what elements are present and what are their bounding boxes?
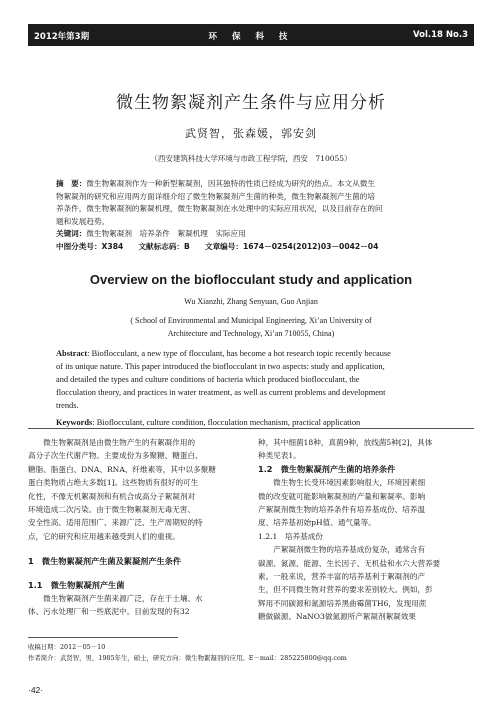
- abstract-line: 物絮凝剂的研究和应用两方面详细介绍了微生物絮凝剂产生菌的种类，微生物絮凝剂产生菌的培: [56, 191, 375, 201]
- body-line: 高分子次生代谢产物。主要成份为多聚糖、糖蛋白、: [28, 451, 203, 461]
- body-line: 种，其中细菌18种，真菌9种，放线菌5种[2]，具体: [258, 438, 433, 447]
- affiliation-line: Architecture and Technology, Xi’an 710055, China): [167, 329, 335, 338]
- english-authors: Wu Xianzhi, Zhang Senyuan, Guo Anjian: [184, 297, 318, 306]
- abstract-line: flocculation theory, and practices in water treatment, as well as current problems and development: [56, 388, 386, 397]
- received-date: 收稿日期：2012－05－10: [28, 643, 106, 651]
- classification-line: 中图分类号：X384 文献标志码：B 文章编号：1674－0254(2012)03－0042－04: [56, 241, 379, 251]
- body-line: 蛋白类物质占绝大多数[1]。这些物质有很好的可生: [28, 478, 199, 488]
- body-line: 微生物絮凝剂是由微生物产生的有絮凝作用的: [28, 438, 196, 447]
- english-abstract: [56, 347, 456, 429]
- abstract-line: 养条件，微生物絮凝剂的絮凝机理，微生物絮凝剂在水处理中的实际应用状况，以及目前存在的问: [56, 204, 383, 213]
- body-line: 安全性高、适用范围广、来源广泛、生产周期短的特: [28, 518, 203, 528]
- body-line: 生，但不同微生物对营养的要求差别较大。例如，彭: [258, 585, 433, 595]
- footnote: [28, 642, 478, 664]
- abstract-line: 微生物絮凝剂作为一种新型絮凝剂，因其独特的性质已经成为研究的热点。本文从微生: [86, 179, 375, 188]
- subsection-heading: 1.1 微生物絮凝剂产生菌: [28, 579, 125, 590]
- chinese-affiliation: （西安建筑科技大学环境与市政工程学院，西安 710055）: [150, 154, 352, 163]
- page-number: ·42·: [28, 685, 44, 695]
- chinese-title: 微生物絮凝剂产生条件与应用分析: [116, 93, 386, 113]
- body-line: 度、培养基初始pH值、通气量等。: [258, 518, 376, 528]
- body-line: 糖做碳源、NaNO3做氮源所产絮凝剂絮凝效果: [258, 612, 416, 622]
- body-line: 产絮凝剂微生物的培养条件有培养基成份、培养温: [258, 505, 426, 515]
- abstract-line: : Bioflocculant, a new type of flocculant, has become a hot research topic recently because: [87, 349, 391, 358]
- body-line: 微生物生长受环境因素影响很大，环境因素细: [258, 478, 426, 488]
- abstract-line: and detailed the types and culture conditions of bacteria which produced bioflocculant, the: [56, 375, 360, 384]
- keywords-text-en: : Bioflocculant, culture condition, flocculation mechanism, practical application: [92, 418, 361, 427]
- abstract-label-en: Abstract: [56, 349, 88, 358]
- body-line: 种类见表1。: [258, 451, 301, 461]
- body-line: 化性，不像无机絮凝剂和有机合成高分子絮凝剂对: [28, 491, 196, 501]
- section-heading: 1 微生物絮凝剂产生菌及絮凝剂产生条件: [28, 556, 182, 567]
- left-column: [28, 436, 246, 619]
- body-line: 碳源、氮源、能源、生长因子、无机盐和水六大营养要: [258, 558, 441, 568]
- body-line: 环境造成二次污染。由于微生物絮凝剂无毒无害、: [28, 505, 196, 515]
- abstract-line: trends.: [56, 401, 79, 410]
- chinese-authors: 武贤智，张森媛，郭安剑: [185, 127, 317, 140]
- abstract-line: of its unique nature. This paper introduced the bioflocculant in two aspects: study and application,: [56, 362, 385, 371]
- body-line: 素。一般来说，营养丰富的培养基利于絮凝剂的产: [258, 572, 426, 582]
- journal-header-bar: [28, 24, 474, 46]
- footnote-rule: [28, 637, 178, 638]
- subsection-heading: 1.2 微生物絮凝剂产生菌的培养条件: [258, 463, 396, 474]
- body-line: 微生物絮凝剂产生菌来源广泛，存在于土壤、水: [28, 594, 203, 604]
- body-line: 点，它的研究和应用越来越受到人们的重视。: [28, 531, 180, 541]
- chinese-abstract: [56, 178, 456, 253]
- english-title: Overview on the bioflocculant study and application: [89, 272, 413, 287]
- abstract-line: 题和发展趋势。: [56, 216, 110, 226]
- right-column: [258, 436, 476, 624]
- keywords-label-en: Keywords: [56, 418, 93, 427]
- body-line: 体、污水处理厂和一些底泥中。目前发现的有32: [28, 607, 190, 617]
- body-line: 产絮凝剂微生物的培养基成份复杂，通常含有: [258, 545, 426, 555]
- body-line: 辉用不同碳源和氮源培养黑曲霉菌TH6，发现用蔗: [258, 598, 427, 608]
- english-affiliation: [0, 314, 502, 340]
- affiliation-line: ( School of Environmental and Municipal Engineering, Xi’an University of: [130, 316, 372, 325]
- keywords-label: 关键词：: [56, 229, 87, 238]
- journal-name: 环 保 科 技: [208, 32, 294, 42]
- volume-label: Vol.18 No.3: [413, 30, 468, 40]
- body-line: 微的改变就可能影响絮凝剂的产量和絮凝率。影响: [258, 491, 426, 501]
- abstract-label: 摘 要：: [56, 179, 87, 188]
- body-line: 糖脂、脂蛋白、DNA、RNA、纤维素等，其中以多聚糖: [28, 464, 216, 474]
- author-bio: 作者简介：武贤智，男，1985年生，硕士，研究方向：微生物絮凝剂的应用。E－mail：285225800@qq.com: [28, 654, 347, 662]
- subsubsection-heading: 1.2.1 培养基成份: [258, 531, 323, 541]
- keywords-text: 微生物絮凝剂 培养条件 絮凝机理 实际应用: [86, 229, 246, 238]
- issue-label: 2012年第3期: [34, 32, 90, 42]
- section-divider: [28, 428, 474, 429]
